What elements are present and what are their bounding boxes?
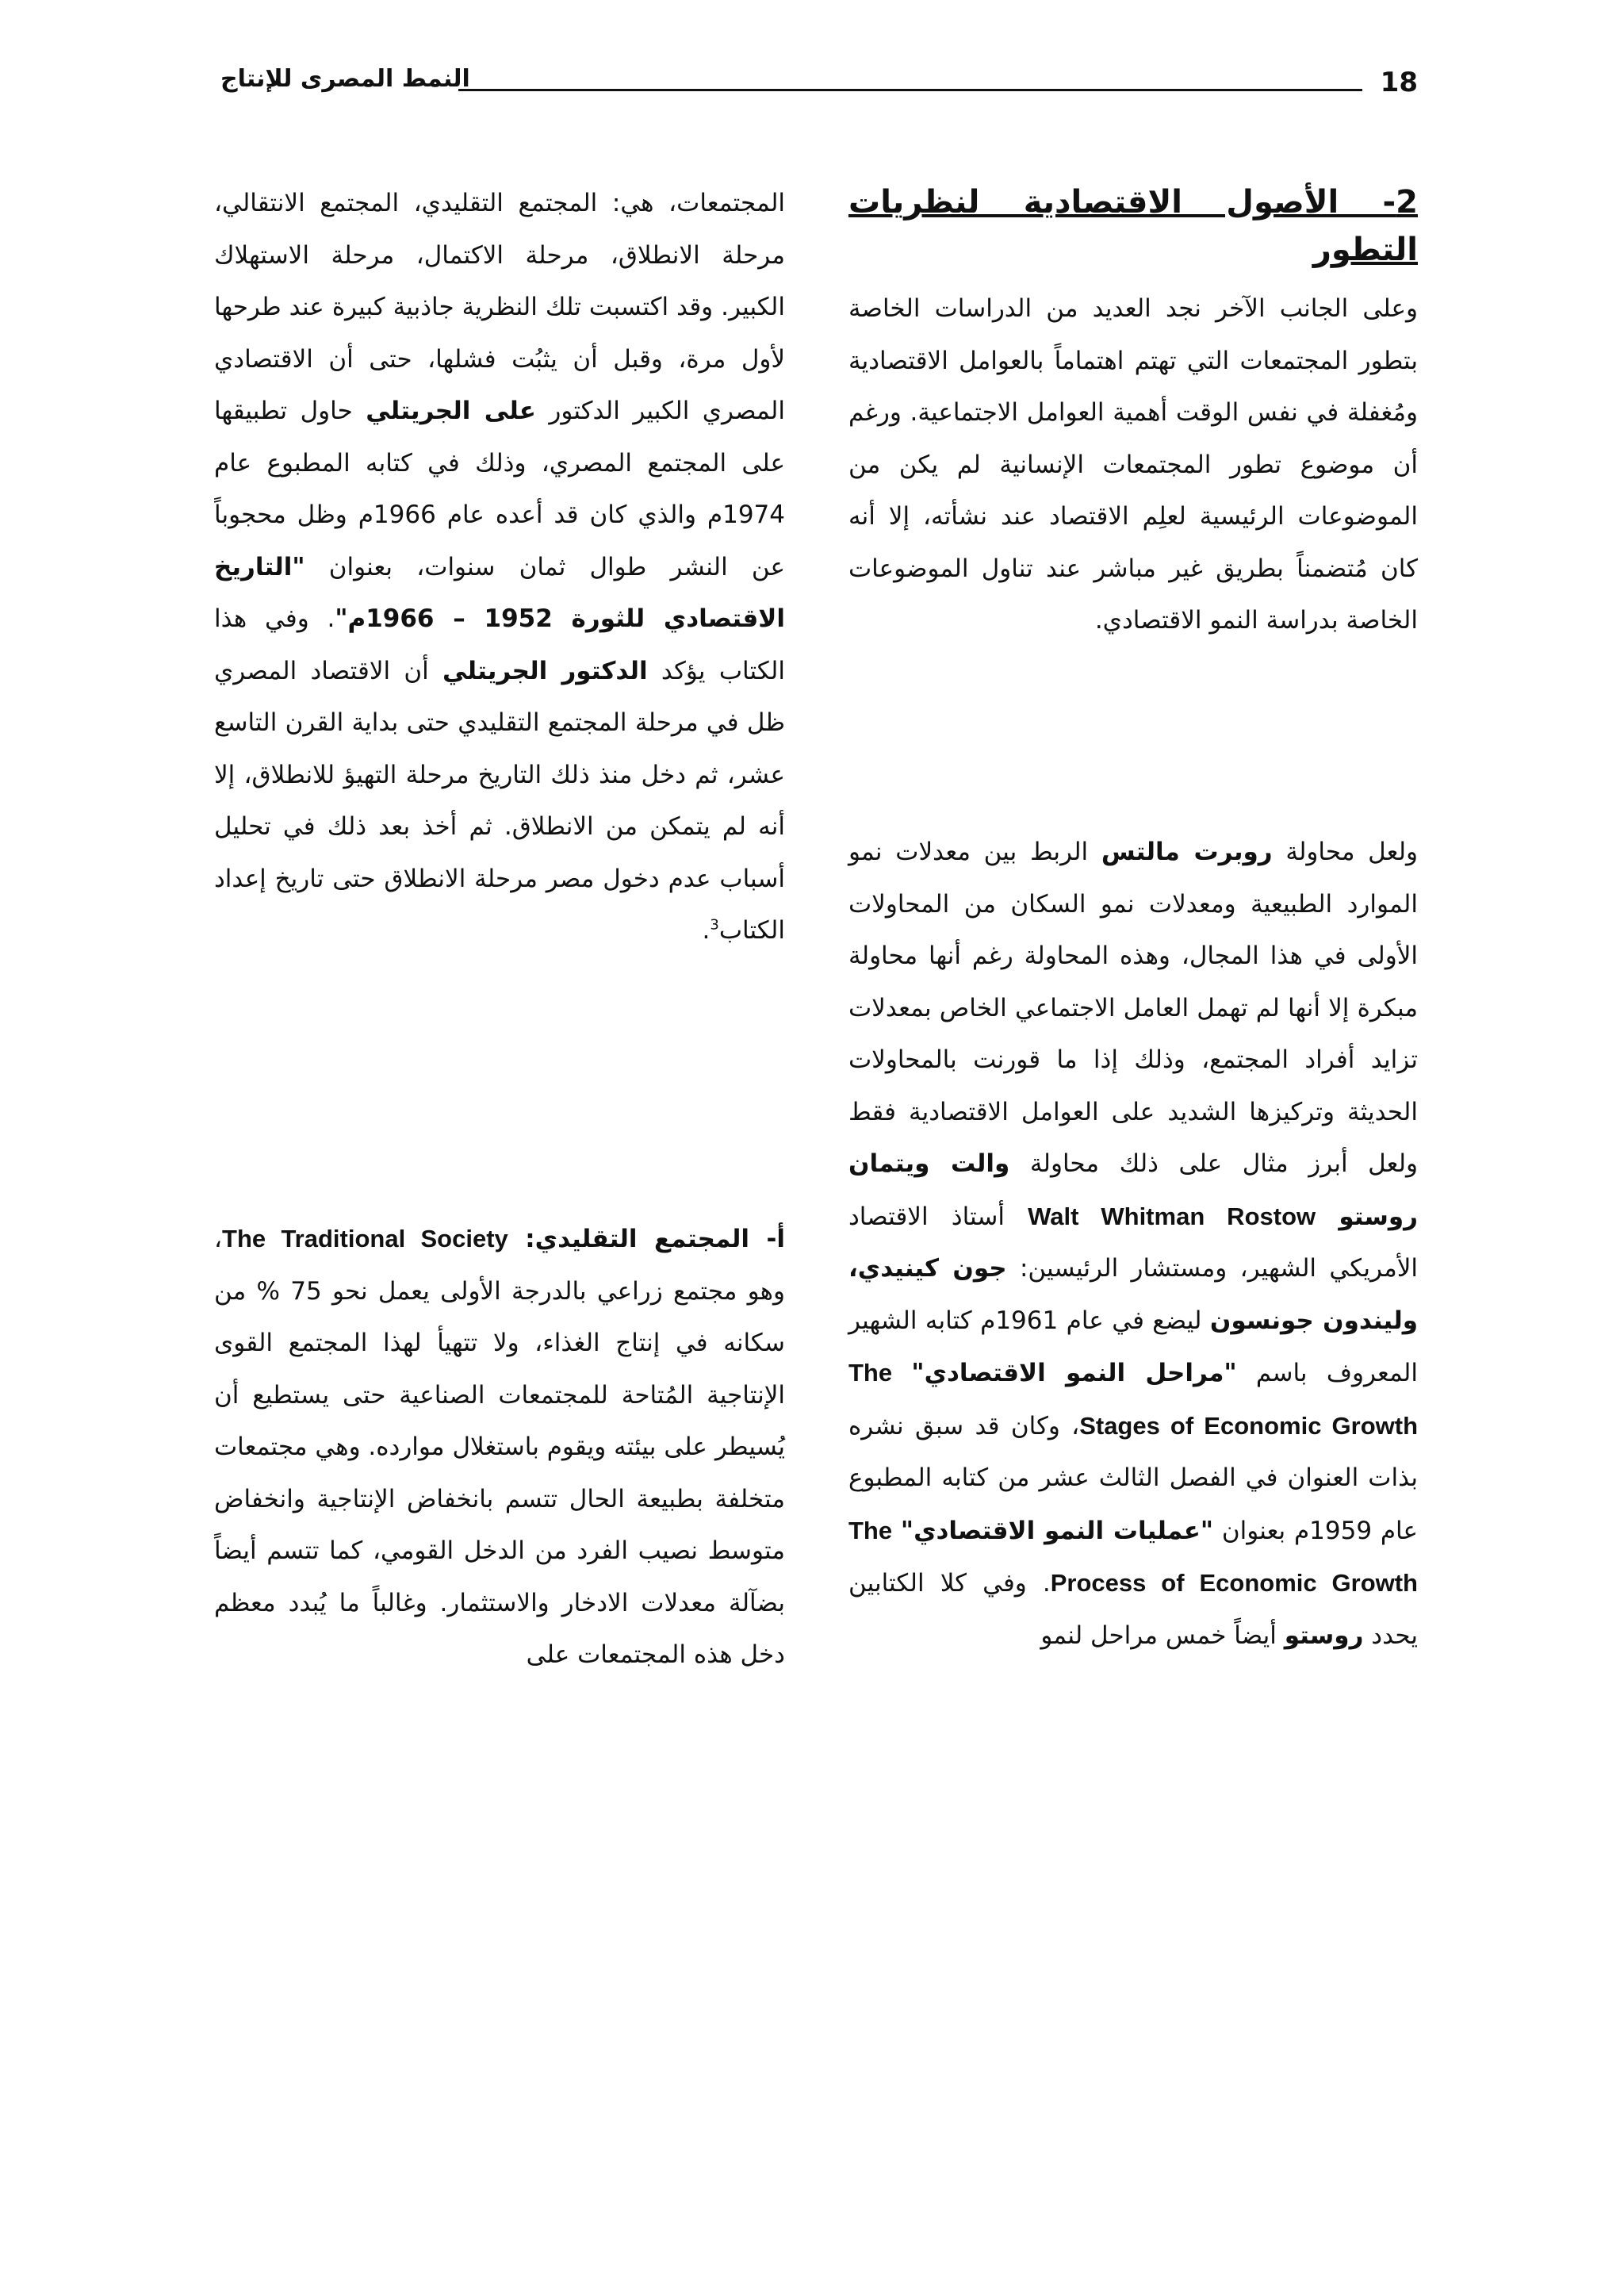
left-column (214, 159, 785, 1682)
text-span: أستاذ الاقتصاد الأمريكي الشهير، ومستشار الرئيسين: (848, 1202, 1418, 1283)
text-span: ولعل محاولة (1272, 838, 1418, 866)
footnote-marker: 3 (710, 916, 719, 934)
text-span: حاول تطبيقها على المجتمع المصري، وذلك في كتابه المطبوع عام 1974م والذي كان قد أعده عام 1966م وظل محجوباً عن النشر طوال ثمان سنوات، بعنوان (214, 397, 785, 581)
text-span: ، وكان قد سبق نشره بذات العنوان في الفصل الثالث عشر من كتابه المطبوع عام 1959م بعنوان (848, 1411, 1418, 1545)
book-title-stages-english: The Stages of Economic Growth (848, 1359, 1419, 1440)
subheading-traditional-society: أ- المجتمع التقليدي: (508, 1225, 785, 1253)
running-header (220, 65, 1418, 113)
names-presidents: جون كينيدي، وليندون جونسون (848, 1254, 1418, 1335)
name-gritly-doctor: الدكتور الجريتلي (442, 656, 648, 685)
text-span: أيضاً خمس مراحل لنمو (1040, 1621, 1285, 1650)
name-gritly: على الجريتلي (366, 397, 536, 425)
text-span: أن الاقتصاد المصري ظل في مرحلة المجتمع التقليدي حتى بداية القرن التاسع عشر، ثم دخل منذ ذلك التاريخ مرحلة التهيؤ للانطلاق، إلا أنه لم يتمكن من الانطلاق. ثم أخذ بعد ذلك في تحليل أسباب عدم دخول مصر مرحلة الانطلاق حتى تاريخ إعداد الكتاب (214, 656, 785, 945)
page-number: 18 (1380, 67, 1418, 98)
book-title-process-arabic: "عمليات النمو الاقتصادي" (900, 1516, 1214, 1545)
name-rostow-arabic: والت ويتمان روستو (848, 1149, 1419, 1231)
section-heading: 2- الأصول الاقتصادية لنظريات التطور (848, 184, 1418, 268)
paragraph-traditional-society (214, 1213, 785, 1682)
name-rostow-english: Walt Whitman Rostow (1028, 1202, 1316, 1230)
text-span: . وفي كلا الكتابين يحدد (848, 1569, 1418, 1650)
paragraph-malthus-rostow (848, 827, 1418, 1662)
text-span: ليضع في عام 1961م كتابه الشهير المعروف باسم (848, 1306, 1418, 1387)
book-title-process-english: The Process of Economic Growth (848, 1516, 1418, 1597)
header-rule (458, 89, 1362, 91)
text-span: الربط بين معدلات نمو الموارد الطبيعية ومعدلات نمو السكان من المحاولات الأولى في هذا المجال، وهذه المحاولة رغم أنها محاولة مبكرة إلا أنها لم تهمل العامل الاجتماعي الخاص بمعدلات تزايد أفراد المجتمع، وذلك إذا ما قورنت بالمحاولات الحديثة وتركيزها الشديد على العوامل الاقتصادية فقط ولعل أبرز مثال على ذلك محاولة (848, 838, 1418, 1178)
name-rostow-short: روستو (1284, 1621, 1364, 1650)
text-span: . وفي هذا الكتاب يؤكد (214, 604, 785, 685)
name-malthus: روبرت مالتس (1101, 838, 1273, 866)
paragraph-rostow-stages (214, 178, 785, 1173)
text-span: ، وهو مجتمع زراعي بالدرجة الأولى يعمل نحو 75 % من سكانه في إنتاج الغذاء، ولا تتهيأ لهذا المجتمع القوى الإنتاجية المُتاحة للمجتمعات الصناعية حتى يستطيع أن يُسيطر على بيئته ويقوم باستغلال موارده. وهي مجتمعات متخلفة بطبيعة الحال تتسم بانخفاض الإنتاجية وانخفاض متوسط نصيب الفرد من الدخل القومي، كما تتسم أيضاً بضآلة معدلات الادخار والاستثمار. وغالباً ما يُبدد معظم دخل هذه المجتمعات على (214, 1225, 785, 1669)
book-title-stages-arabic: "مراحل النمو الاقتصادي" (911, 1359, 1237, 1387)
paragraph-evolution-theories: وعلى الجانب الآخر نجد العديد من الدراسات الخاصة بتطور المجتمعات التي تهتم اهتماماً بالعوامل الاقتصادية ومُغفلة في نفس الوقت أهمية العوامل الاجتماعية. ورغم أن موضوع تطور المجتمعات الإنسانية لم يكن من الموضوعات الرئيسية لعلِم الاقتصاد عند نشأته، إلا أنه كان مُتضمناً بطريق غير مباشر عند تناول الموضوعات الخاصة بدراسة النمو الاقتصادي. (848, 294, 1418, 635)
term-traditional-society-english: The Traditional Society (222, 1225, 508, 1252)
right-column (848, 159, 1418, 1662)
book-title-economic-history: "التاريخ الاقتصادي للثورة 1952 – 1966م" (214, 552, 785, 633)
text-span: المجتمعات، هي: المجتمع التقليدي، المجتمع الانتقالي، مرحلة الانطلاق، مرحلة الاكتمال، مرحلة الاستهلاك الكبير. وقد اكتسبت تلك النظرية جاذبية كبيرة عند طرحها لأول مرة، وقبل أن يثبُت فشلها، حتى أن الاقتصادي المصري الكبير الدكتور (214, 189, 785, 425)
running-title: النمط المصرى للإنتاج (220, 65, 470, 93)
text-span: . (702, 916, 710, 945)
